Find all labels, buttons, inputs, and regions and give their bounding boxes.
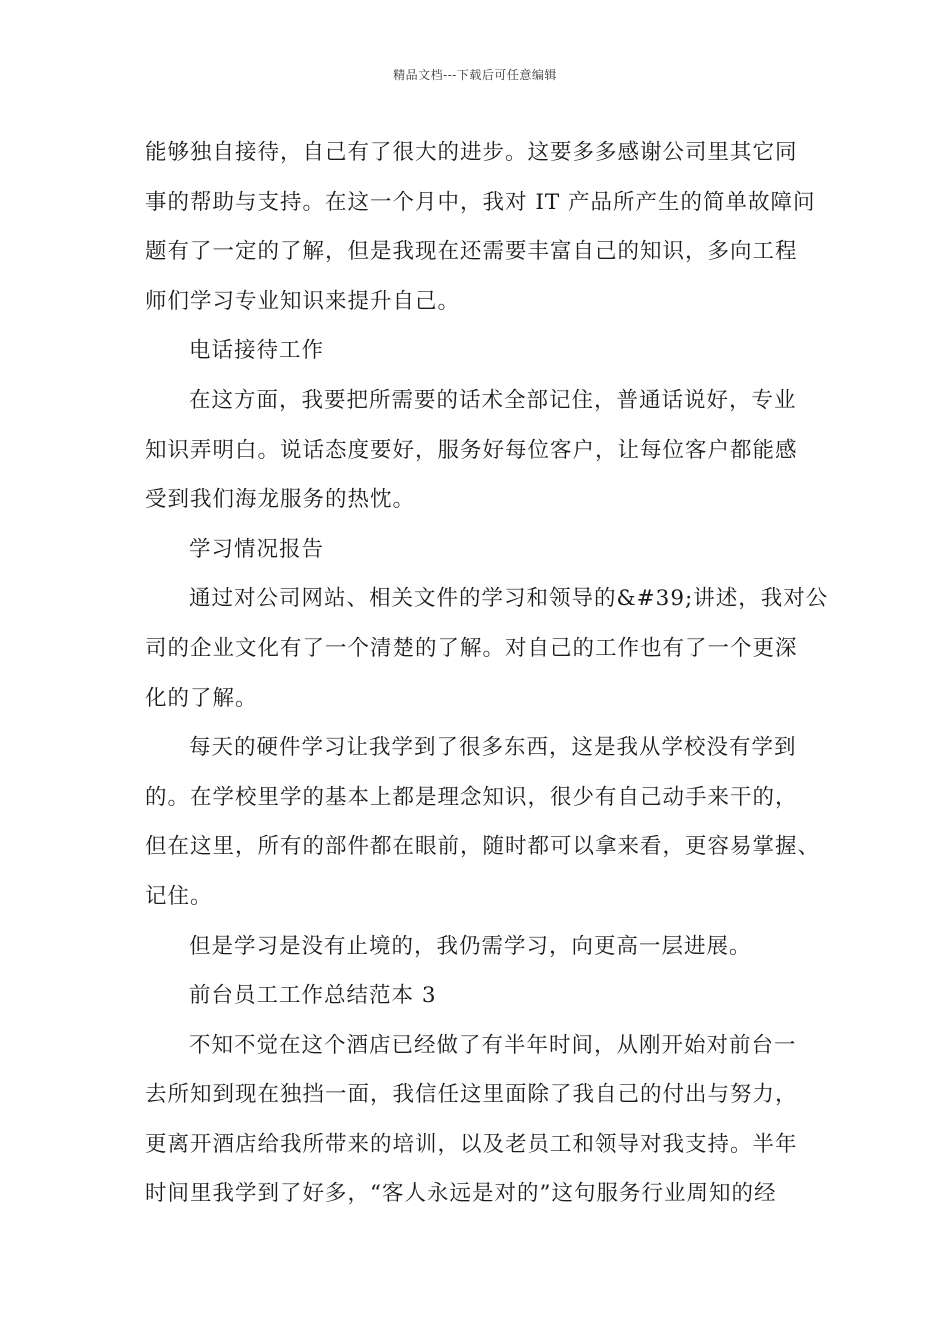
text-line: 事的帮助与支持。在这一个月中，我对 IT 产品所产生的简单故障问 [145, 189, 816, 215]
text-line: 更离开酒店给我所带来的培训，以及老员工和领导对我支持。半年 [145, 1131, 798, 1157]
text-line: 学习情况报告 [189, 536, 325, 562]
text-line: 化的了解。 [145, 685, 258, 711]
paragraph [145, 525, 810, 575]
text-line: 在这方面，我要把所需要的话术全部记住，普通话说好，专业 [189, 387, 797, 413]
text-line: 受到我们海龙服务的热忱。 [145, 487, 416, 513]
paragraph [145, 376, 810, 525]
text-line: 知识弄明白。说话态度要好，服务好每位客户，让每位客户都能感 [145, 437, 798, 463]
paragraph [145, 574, 829, 723]
text-line: 时间里我学到了好多，“客人永远是对的”这句服务行业周知的经 [145, 1181, 777, 1207]
text-line: 但是学习是没有止境的，我仍需学习，向更高一层进展。 [189, 933, 752, 959]
paragraph [145, 723, 821, 921]
text-line: 题有了一定的了解，但是我现在还需要丰富自己的知识，多向工程 [145, 239, 798, 265]
text-line: 的。在学校里学的基本上都是理念知识，很少有自己动手来干的， [145, 784, 798, 810]
text-line: 能够独自接待，自己有了很大的进步。这要多多感谢公司里其它同 [145, 140, 798, 165]
text-line: 前台员工工作总结范本 3 [189, 983, 437, 1009]
text-line: 不知不觉在这个酒店已经做了有半年时间，从刚开始对前台一 [189, 1032, 797, 1058]
document-body [145, 128, 829, 1219]
text-line: 司的企业文化有了一个清楚的了解。对自己的工作也有了一个更深 [145, 635, 798, 661]
text-line: 通过对公司网站、相关文件的学习和领导的&#39;讲述，我对公 [189, 586, 829, 612]
page-header: 精品文档---下载后可任意编辑 [393, 68, 557, 82]
text-line: 每天的硬件学习让我学到了很多东西，这是我从学校没有学到 [189, 735, 797, 761]
text-line: 师们学习专业知识来提升自己。 [145, 288, 461, 314]
text-line: 记住。 [145, 883, 213, 909]
paragraph [145, 922, 810, 972]
paragraph [145, 326, 810, 376]
paragraph [145, 1021, 810, 1219]
text-line: 电话接待工作 [189, 338, 325, 364]
text-line: 但在这里，所有的部件都在眼前，随时都可以拿来看，更容易掌握、 [145, 834, 821, 860]
text-line: 去所知到现在独挡一面，我信任这里面除了我自己的付出与努力， [145, 1082, 798, 1108]
paragraph [145, 128, 816, 326]
paragraph [145, 971, 810, 1021]
